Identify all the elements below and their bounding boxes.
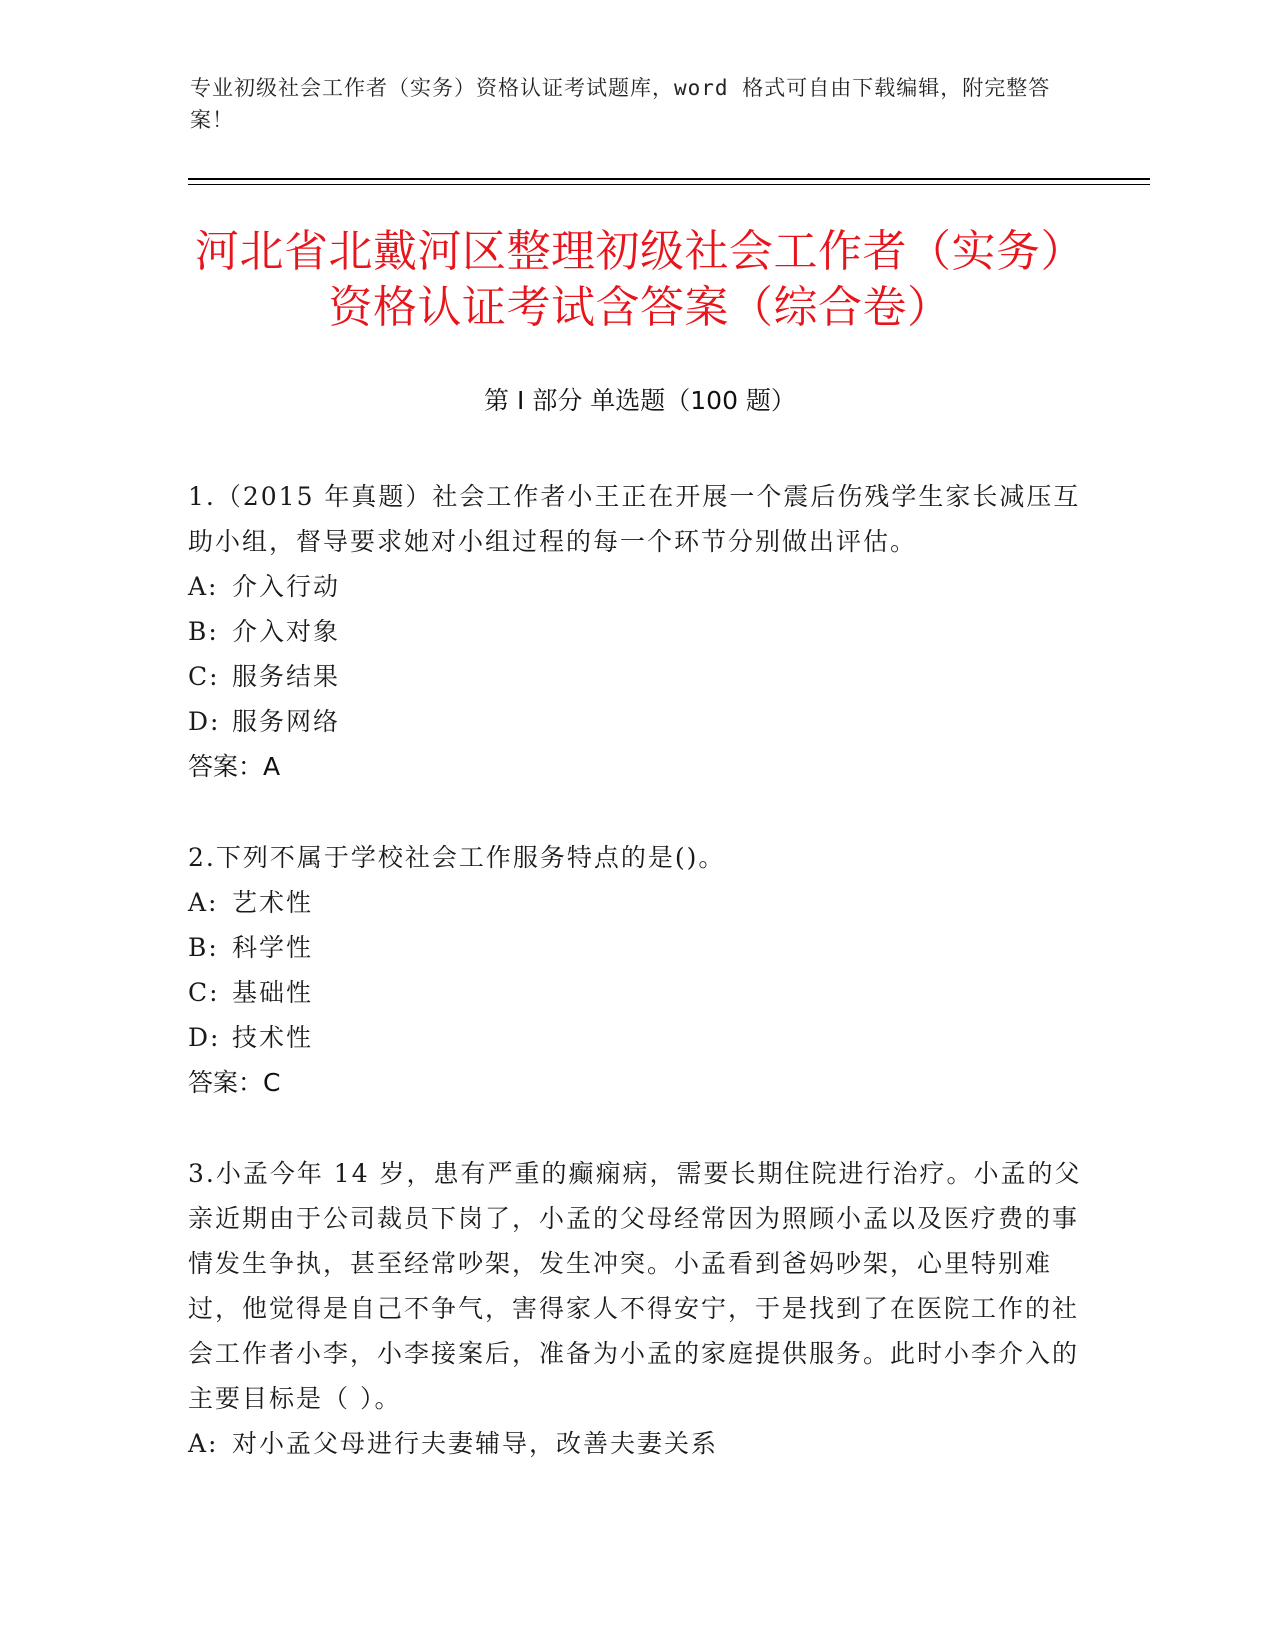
option-letter: B: <box>188 617 219 646</box>
option-letter: B: <box>188 933 219 962</box>
answer-line: 答案：A <box>188 752 281 781</box>
question-3 <box>188 1151 1088 1466</box>
option-a <box>188 1421 1088 1466</box>
option-text: 服务结果 <box>232 662 341 691</box>
option-text: 服务网络 <box>232 707 341 736</box>
question-2 <box>188 835 1088 1105</box>
question-stem: 2.下列不属于学校社会工作服务特点的是()。 <box>188 843 726 872</box>
document-title: 河北省北戴河区整理初级社会工作者（实务）资格认证考试含答案（综合卷） <box>195 226 1085 333</box>
option-b <box>188 925 1088 970</box>
option-d <box>188 1015 1088 1060</box>
question-stem: 3.小孟今年 14 岁，患有严重的癫痫病，需要长期住院进行治疗。小孟的父亲近期由于公司裁员下岗了，小孟的父母经常因为照顾小孟以及医疗费的事情发生争执，甚至经常吵架，发生冲突。小孟看到爸妈吵架，心里特别难过，他觉得是自己不争气，害得家人不得安宁，于是找到了在医院工作的社会工作者小李，小李接案后，准备为小孟的家庭提供服务。此时小李介入的主要目标是（ ）。 <box>188 1159 1082 1413</box>
option-letter: C: <box>188 978 220 1007</box>
option-d <box>188 699 1088 744</box>
option-a <box>188 880 1088 925</box>
option-a <box>188 564 1088 609</box>
option-text: 基础性 <box>232 978 314 1007</box>
option-letter: A: <box>188 572 219 601</box>
option-letter: D: <box>188 707 221 736</box>
option-letter: C: <box>188 662 220 691</box>
option-c <box>188 654 1088 699</box>
option-text: 技术性 <box>232 1023 314 1052</box>
option-text: 科学性 <box>232 933 314 962</box>
option-b <box>188 609 1088 654</box>
header-divider-thin <box>188 184 1150 185</box>
option-text: 介入对象 <box>232 617 341 646</box>
header-note: 专业初级社会工作者（实务）资格认证考试题库，word 格式可自由下载编辑，附完整答案！ <box>190 76 1051 132</box>
answer-line: 答案：C <box>188 1068 281 1097</box>
option-letter: A: <box>188 888 219 917</box>
question-list <box>188 474 1088 1512</box>
question-1 <box>188 474 1088 789</box>
section-title: 第 I 部分 单选题（100 题） <box>484 386 796 415</box>
option-letter: D: <box>188 1023 221 1052</box>
option-text: 艺术性 <box>232 888 314 917</box>
option-c <box>188 970 1088 1015</box>
header-divider-thick <box>188 178 1150 180</box>
option-letter: A: <box>188 1429 219 1458</box>
option-text: 对小孟父母进行夫妻辅导，改善夫妻关系 <box>232 1429 719 1458</box>
option-text: 介入行动 <box>232 572 341 601</box>
question-stem: 1.（2015 年真题）社会工作者小王正在开展一个震后伤残学生家长减压互助小组，督导要求她对小组过程的每一个环节分别做出评估。 <box>188 482 1081 556</box>
